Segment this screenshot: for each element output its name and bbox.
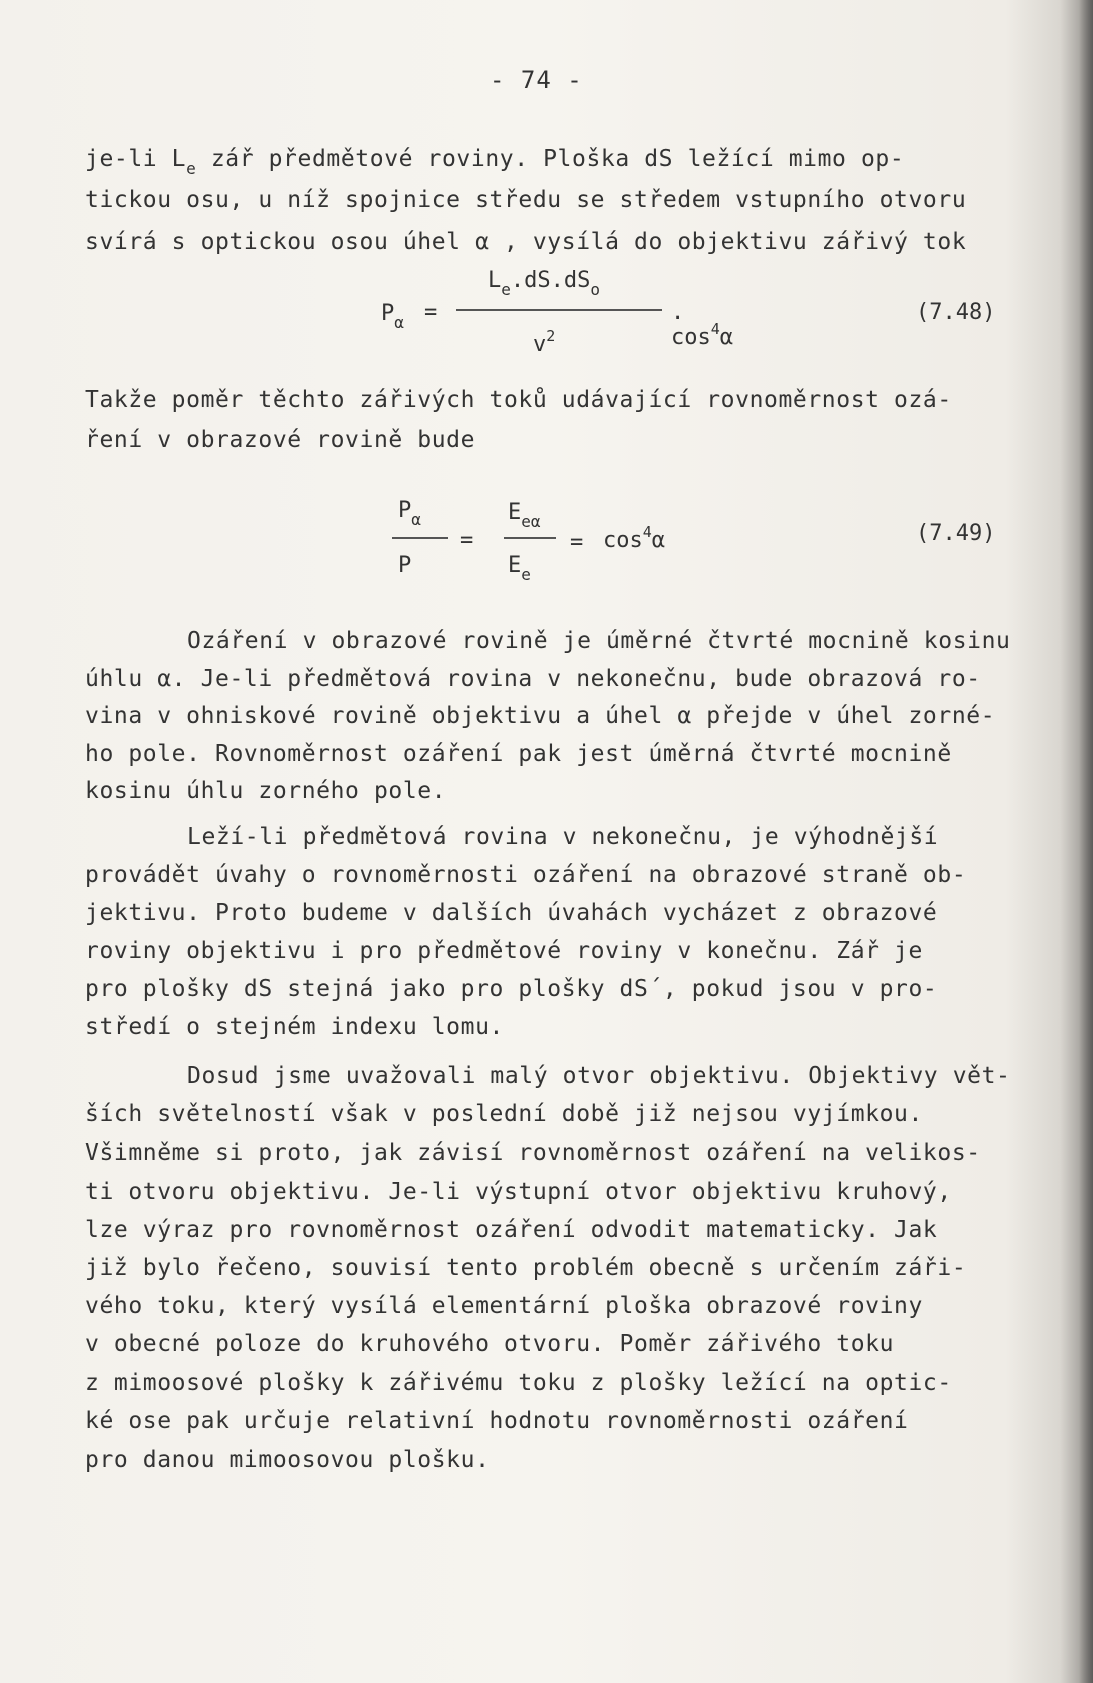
text-line: vina v ohniskové rovině objektivu a úhel α přejde v úhel zorné-: [85, 703, 996, 729]
text-line: provádět úvahy o rovnoměrnosti ozáření na obrazové straně ob-: [85, 862, 967, 888]
text-line: ké ose pak určuje relativní hodnotu rovnoměrnosti ozáření: [85, 1408, 909, 1434]
fraction-bar: [456, 309, 662, 311]
text-line: úhlu α. Je-li předmětová rovina v nekonečnu, bude obrazová ro-: [85, 666, 981, 692]
text-line: pro danou mimoosovou plošku.: [85, 1447, 490, 1473]
formula-denominator: $v^2$: [533, 327, 556, 357]
text-line: již bylo řečeno, souvisí tento problém obecně s určením záři-: [85, 1255, 967, 1281]
text-line: svírá s optickou osou úhel α , vysílá do objektivu zářivý tok: [85, 229, 967, 255]
formula-lhs: $P_\alpha$: [381, 301, 404, 332]
text-line: [85, 146, 905, 178]
text-line: lze výraz pro rovnoměrnost ozáření odvodit matematicky. Jak: [85, 1217, 938, 1243]
text-line: ření v obrazové rovině bude: [85, 427, 476, 453]
fraction-bar: [392, 537, 448, 539]
text-segment: zář předmětové roviny. Ploška dS ležící mimo op-: [196, 146, 905, 172]
equation-number: (7.48): [916, 300, 996, 325]
text-line: kosinu úhlu zorného pole.: [85, 778, 447, 804]
text-line: z mimoosové plošky k zářivému toku z plošky ležící na optic-: [85, 1370, 952, 1396]
fraction-denominator: P: [398, 553, 412, 578]
text-line: středí o stejném indexu lomu.: [85, 1014, 504, 1040]
text-line: tickou osu, u níž spojnice středu se středem vstupního otvoru: [85, 187, 967, 213]
text-line: jektivu. Proto budeme v dalších úvahách vycházet z obrazové: [85, 900, 938, 926]
text-line: ších světelností však v poslední době již nejsou vyjímkou.: [85, 1101, 923, 1127]
text-line: v obecné poloze do kruhového otvoru. Poměr zářivého toku: [85, 1331, 895, 1357]
fraction-numerator: $E_{e\alpha}$: [508, 500, 541, 531]
formula-tail: . $\cos^4\alpha$: [671, 300, 734, 350]
formula-equals: =: [570, 530, 584, 555]
text-line: pro plošky dS stejná jako pro plošky dS´, pokud jsou v pro-: [85, 976, 938, 1002]
text-line: vého toku, který vysílá elementární ploška obrazové roviny: [85, 1293, 923, 1319]
fraction-bar: [504, 537, 556, 539]
subscript: e: [186, 159, 197, 178]
fraction-denominator: $E_e$: [508, 553, 531, 584]
scan-shadow-edge: [1079, 0, 1093, 1683]
text-line: Leží-li předmětová rovina v nekonečnu, je výhodnější: [187, 824, 939, 850]
page-number: - 74 -: [490, 66, 583, 94]
text-line: Všimněme si proto, jak závisí rovnoměrnost ozáření na velikos-: [85, 1140, 981, 1166]
equation-number: (7.49): [916, 521, 996, 546]
text-line: Ozáření v obrazové rovině je úměrné čtvrté mocnině kosinu: [187, 628, 1011, 654]
fraction-numerator: $P_\alpha$: [398, 498, 421, 529]
text-line: ho pole. Rovnoměrnost ozáření pak jest úměrná čtvrté mocnině: [85, 741, 952, 767]
text-line: Takže poměr těchto zářivých toků udávající rovnoměrnost ozá-: [85, 387, 952, 413]
text-segment: je-li L: [85, 146, 187, 172]
formula-rhs: $\cos^4\alpha$: [603, 523, 666, 553]
text-line: roviny objektivu i pro předmětové roviny v konečnu. Zář je: [85, 938, 923, 964]
formula-equals: =: [460, 528, 474, 553]
text-line: Dosud jsme uvažovali malý otvor objektivu. Objektivy vět-: [187, 1063, 1011, 1089]
formula-numerator: $L_e.dS.dS_o$: [488, 268, 601, 299]
text-line: ti otvoru objektivu. Je-li výstupní otvor objektivu kruhový,: [85, 1179, 952, 1205]
formula-equals: =: [424, 300, 438, 325]
